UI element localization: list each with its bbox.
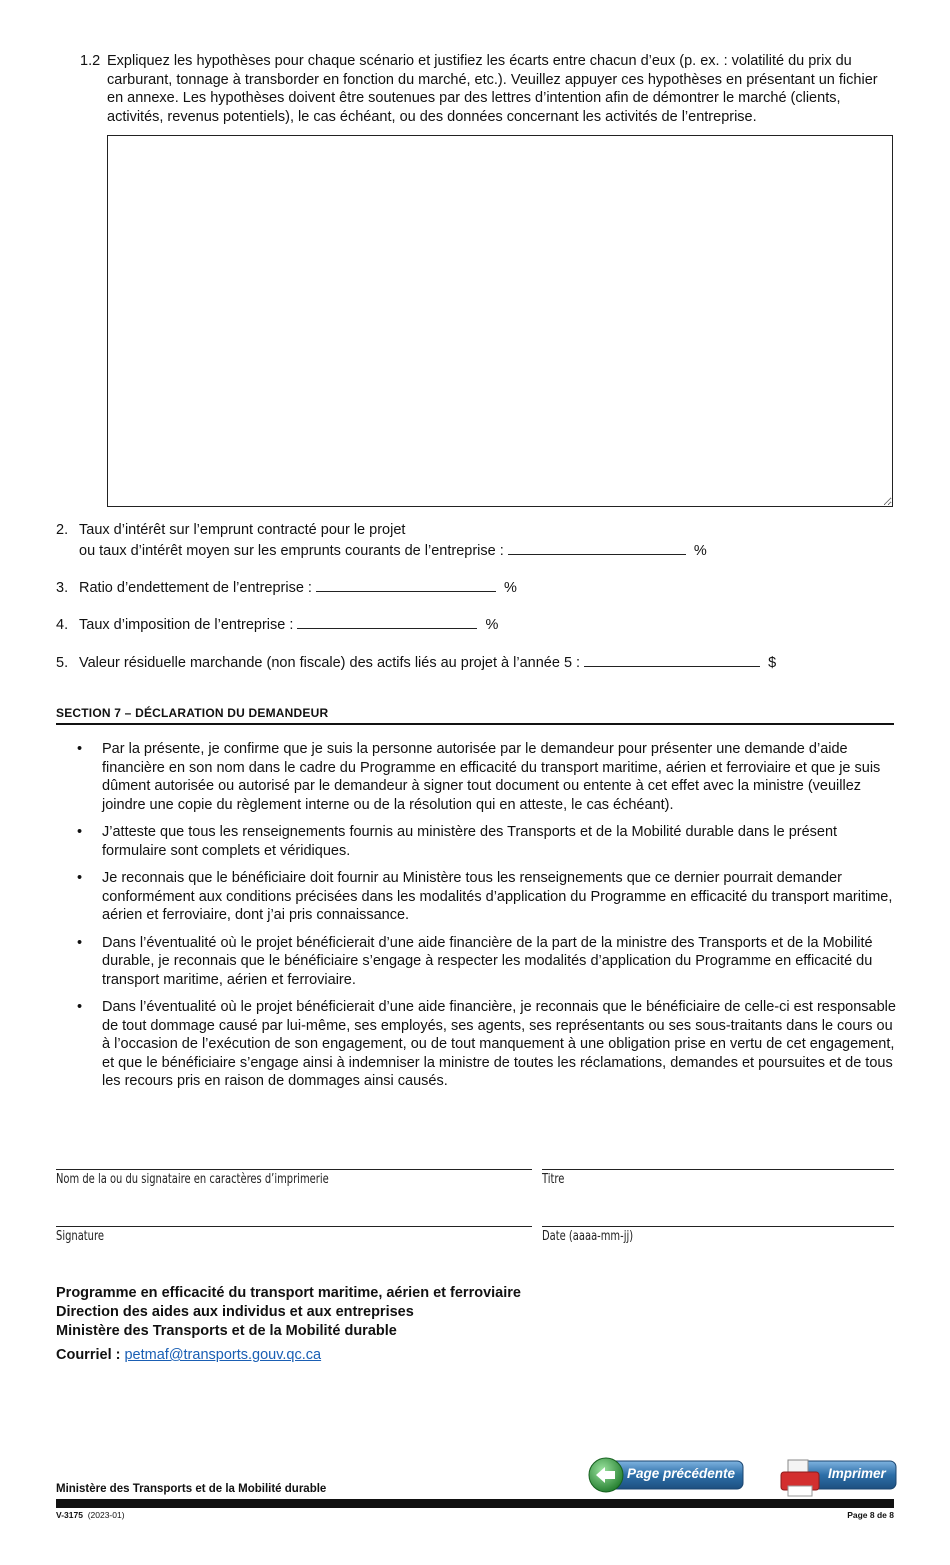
signature-label: Signature <box>56 1229 104 1244</box>
list-item: • Par la présente, je confirme que je suis la personne autorisée par le demandeur pour présenter une demande d’aide financière en son nom dans le cadre du Programme en efficacité du transport maritime, aérien et ferroviaire et que je suis dûment autorisée ou autorisé par le demandeur à signer tout document ou entente à cet effet avec la ministre (veuillez joindre une copie du règlement interne ou de la résolution qui en atteste, le cas échéant). <box>77 741 881 813</box>
unit-label: % <box>693 543 707 559</box>
date-field[interactable] <box>542 1226 894 1227</box>
interest-rate-input[interactable] <box>508 540 686 555</box>
question-label-cont: ou taux d’intérêt moyen sur les emprunts courants de l’entreprise : <box>79 543 504 559</box>
question-number: 3. <box>56 580 69 596</box>
debt-ratio-input[interactable] <box>316 577 496 592</box>
residual-value-input[interactable] <box>584 652 760 667</box>
page-number: Page 8 de 8 <box>847 1510 894 1520</box>
question-2 <box>56 521 707 561</box>
print-label: Imprimer <box>828 1466 886 1481</box>
email-row <box>56 1347 321 1363</box>
previous-page-button[interactable] <box>587 1457 745 1493</box>
list-item: • Je reconnais que le bénéficiaire doit fournir au Ministère tous les renseignements que ce dernier pourrait demander conformément aux conditions précisées dans les modalités d’application du Programme en efficacité du transport maritime, aérien et ferroviaire, dont j’ai pris connaissance. <box>77 870 893 923</box>
question-number: 4. <box>56 617 69 633</box>
title-label: Titre <box>542 1172 565 1187</box>
email-link[interactable]: petmaf@transports.gouv.qc.ca <box>124 1347 322 1363</box>
unit-label: $ <box>768 655 777 671</box>
unit-label: % <box>504 580 517 596</box>
signatory-name-label: Nom de la ou du signataire en caractères d’imprimerie <box>56 1172 329 1187</box>
section-7-title: SECTION 7 – DÉCLARATION DU DEMANDEUR <box>56 706 894 725</box>
contact-block <box>56 1284 521 1341</box>
signature-field[interactable] <box>56 1226 532 1227</box>
direction-name: Direction des aides aux individus et aux entreprises <box>56 1304 414 1320</box>
footer-divider <box>56 1499 894 1508</box>
hypotheses-textarea[interactable] <box>107 135 893 507</box>
ministry-name: Ministère des Transports et de la Mobilité durable <box>56 1323 397 1339</box>
list-item: • Dans l’éventualité où le projet bénéficierait d’une aide financière de la part de la ministre des Transports et de la Mobilité durable, je reconnais que le bénéficiaire s’engage à respecter les modalités d’application du Programme en efficacité du transport maritime, aérien et ferroviaire. <box>77 934 873 988</box>
list-item: • J’atteste que tous les renseignements fournis au ministère des Transports et de la Mobilité durable dans le présent formulaire sont complets et véridiques. <box>77 824 838 859</box>
program-name: Programme en efficacité du transport maritime, aérien et ferroviaire <box>56 1285 521 1301</box>
email-label: Courriel : <box>56 1347 121 1363</box>
date-label: Date (aaaa-mm-jj) <box>542 1229 634 1244</box>
question-5 <box>56 652 776 673</box>
print-button[interactable] <box>778 1458 898 1498</box>
question-3 <box>56 577 517 598</box>
question-number: 2. <box>56 522 69 538</box>
declaration-list <box>77 740 897 1100</box>
question-4 <box>56 614 498 635</box>
question-number: 5. <box>56 655 69 671</box>
form-code: V-3175 (2023-01) <box>56 1510 125 1520</box>
title-field[interactable] <box>542 1169 894 1170</box>
question-text: Expliquez les hypothèses pour chaque scénario et justifiez les écarts entre chacun d’eux (p. ex. : volatilité du prix du carburant, tonnage à transborder en fonction du marché, etc.). Veuillez appuyer ces hypothèses en présentant un fichier en annexe. Les hypothèses doivent être soutenues par des lettres d’intention afin de démontrer le marché (clients, activités, revenus potentiels), le cas échéant, ou des données concernant les activités de l’entreprise. <box>107 53 878 125</box>
footer-ministry: Ministère des Transports et de la Mobilité durable <box>56 1483 327 1495</box>
list-item: • Dans l’éventualité où le projet bénéficierait d’une aide financière, je reconnais que le bénéficiaire de celle-ci est responsable de tout dommage causé par lui-même, ses employés, ses agents, ses représentants ou ses sous-traitants dans le cours ou à l’occasion de l’exécution de son engagement, ou de tout manquement à une obligation prise en vertu de cet engagement, et que le bénéficiaire s’engage ainsi à indemniser la ministre de toutes les réclamations, demandes et poursuites et de tous les recours pris en raison de dommages ainsi causés. <box>77 999 896 1089</box>
question-label: Taux d’imposition de l’entreprise : <box>79 617 294 633</box>
previous-page-label: Page précédente <box>627 1466 736 1481</box>
question-label: Taux d’intérêt sur l’emprunt contracté pour le projet <box>79 522 406 538</box>
tax-rate-input[interactable] <box>297 614 477 629</box>
unit-label: % <box>485 617 499 633</box>
signatory-name-field[interactable] <box>56 1169 532 1170</box>
question-1-2 <box>80 52 895 126</box>
question-label: Valeur résiduelle marchande (non fiscale) des actifs liés au projet à l’année 5 : <box>79 655 581 671</box>
question-label: Ratio d’endettement de l’entreprise : <box>79 580 312 596</box>
question-number: 1.2 <box>80 53 101 69</box>
